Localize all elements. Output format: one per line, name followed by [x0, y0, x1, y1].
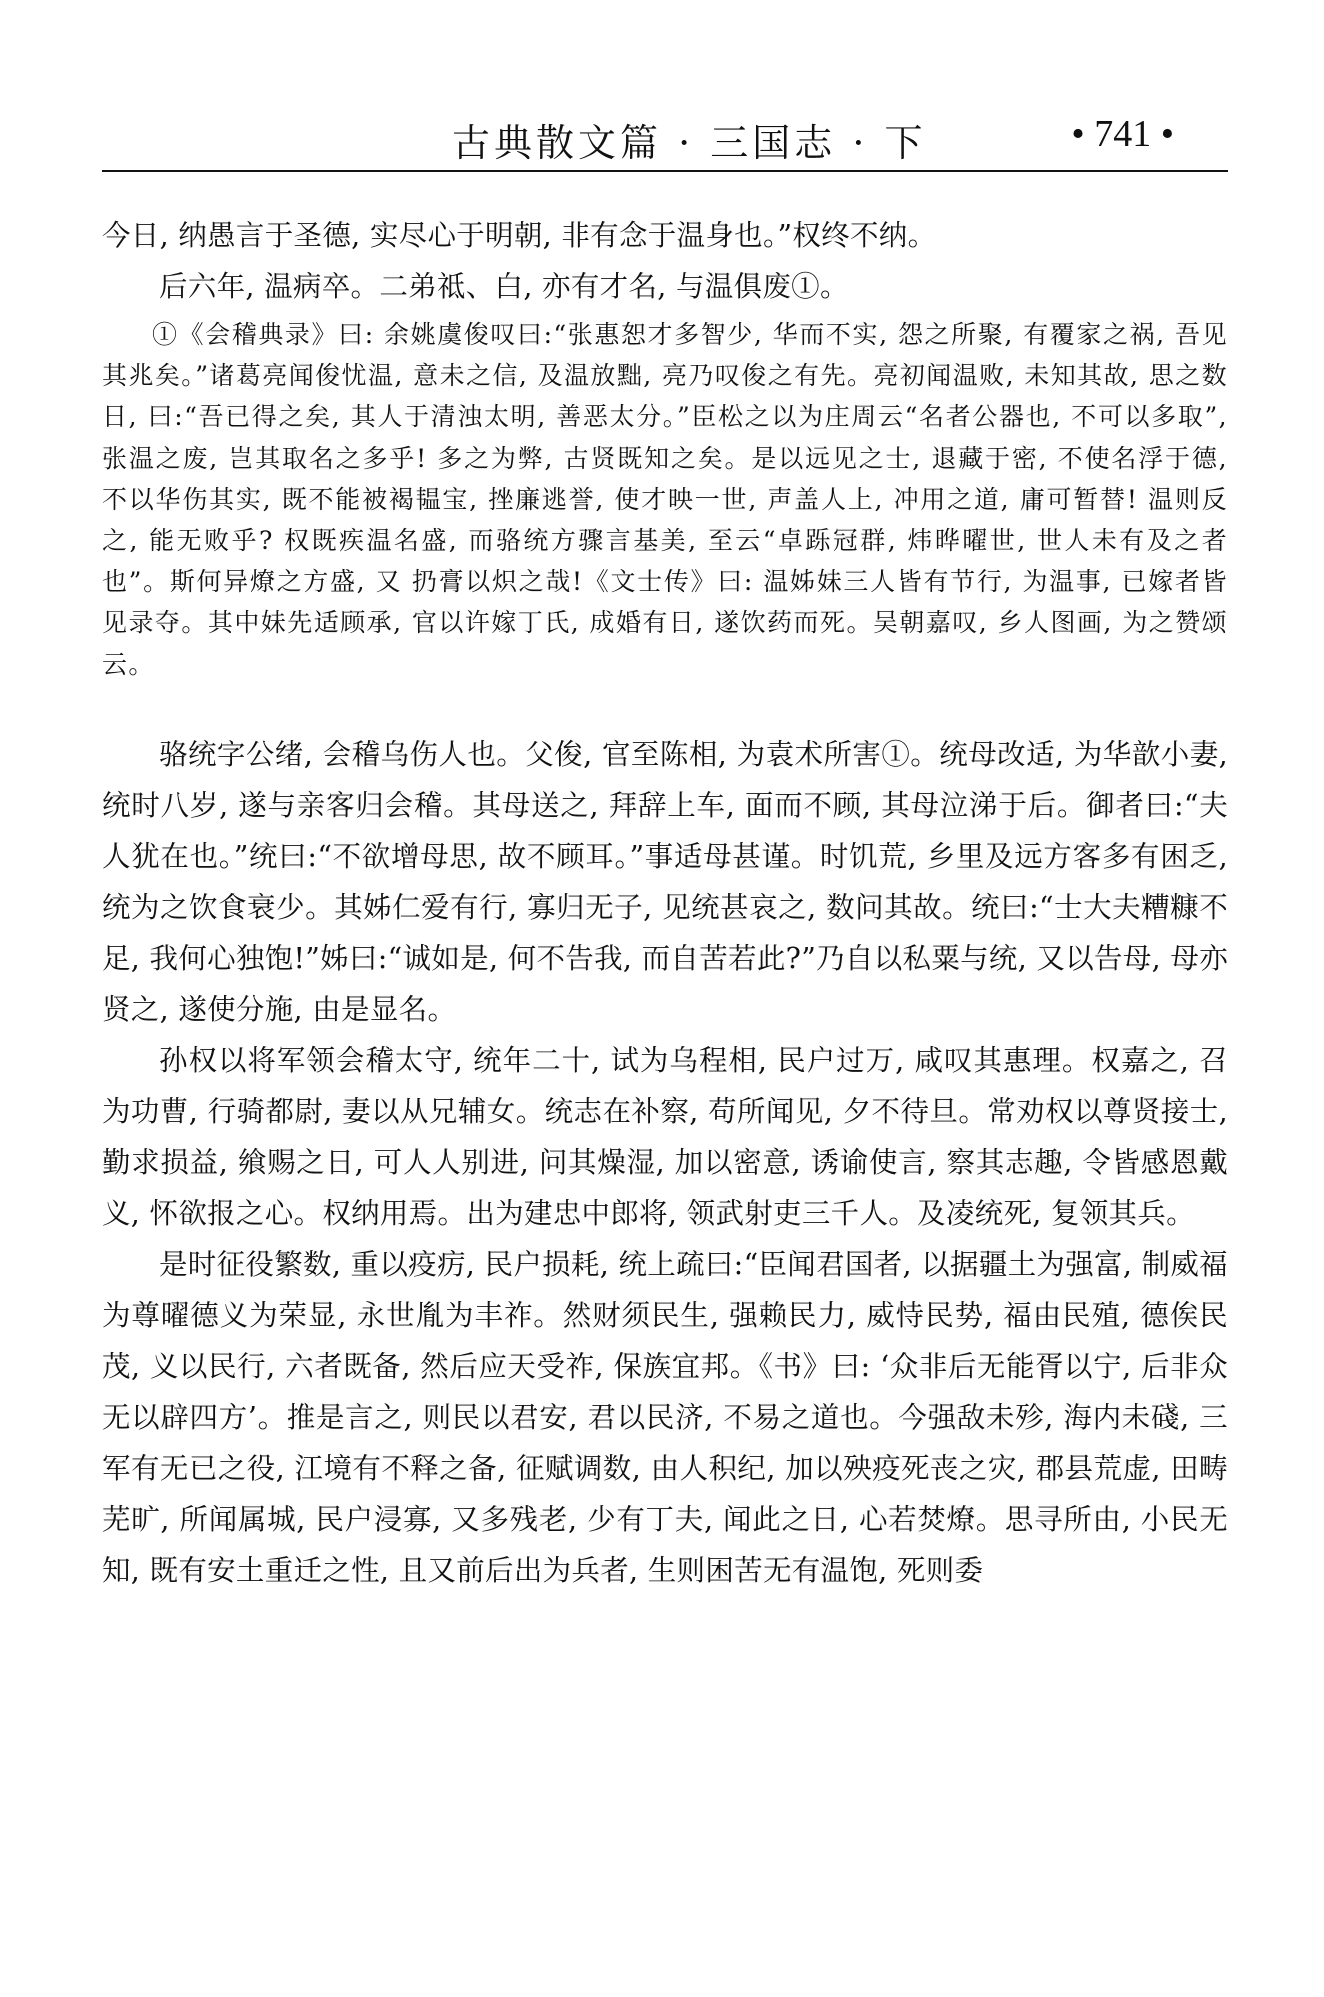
body-paragraph: 孙权以将军领会稽太守, 统年二十, 试为乌程相, 民户过万, 咸叹其惠理。权嘉之, 召为功曹, 行骑都尉, 妻以从兄辅女。统志在补察, 苟所闻见, 夕不待旦。常劝权以尊贤接士, 勤求损益, 飨赐之日, 可人人别进, 问其燥湿, 加以密意, 诱谕使言, 察其志趣, 令皆感恩戴义, 怀欲报之心。权纳用焉。出为建忠中郎将, 领武射吏三千人。及凌统死, 复领其兵。	[102, 1043, 1228, 1230]
page-header	[102, 100, 1228, 172]
running-title: 古典散文篇 · 三国志 · 下	[452, 121, 927, 165]
page-body	[102, 210, 1228, 1596]
body-paragraph: 今日, 纳愚言于圣德, 实尽心于明朝, 非有念于温身也。”权终不纳。	[102, 219, 937, 252]
page-number: • 741 •	[1071, 113, 1174, 155]
footnote: ①《会稽典录》曰: 余姚虞俊叹曰:“张惠恕才多智少, 华而不实, 怨之所聚, 有覆家之祸, 吾见其兆矣。”诸葛亮闻俊忧温, 意未之信, 及温放黜, 亮乃叹俊之有先。亮初闻温败, 未知其故, 思之数日, 曰:“吾已得之矣, 其人于清浊太明, 善恶太分。”臣松之以为庄周云“名者公器也, 不可以多取”, 张温之废, 岂其取名之多乎! 多之为弊, 古贤既知之矣。是以远见之士, 退藏于密, 不使名浮于德, 不以华伤其实, 既不能被褐韫宝, 挫廉逃誉, 使才映一世, 声盖人上, 冲用之道, 庸可暂替! 温则反之, 能无败乎? 权既疾温名盛, 而骆统方骤言基美, 至云“卓跞冠群, 炜晔曜世, 世人未有及之者也”。斯何异燎之方盛, 又 扔膏以炽之哉!《文士传》曰: 温姊妹三人皆有节行, 为温事, 已嫁者皆见录夺。其中妹先适顾承, 官以许嫁丁氏, 成婚有日, 遂饮药而死。吴朝嘉叹, 乡人图画, 为之赞颂云。	[102, 320, 1228, 679]
body-paragraph: 骆统字公绪, 会稽乌伤人也。父俊, 官至陈相, 为袁术所害①。统母改适, 为华歆小妻, 统时八岁, 遂与亲客归会稽。其母送之, 拜辞上车, 面而不顾, 其母泣涕于后。御者曰:“夫人犹在也。”统曰:“不欲增母思, 故不顾耳。”事适母甚谨。时饥荒, 乡里及远方客多有困乏, 统为之饮食衰少。其姊仁爱有行, 寡归无子, 见统甚哀之, 数问其故。统曰:“士大夫糟糠不足, 我何心独饱!”姊曰:“诚如是, 何不告我, 而自苦若此?”乃自以私粟与统, 又以告母, 母亦贤之, 遂使分施, 由是显名。	[102, 737, 1228, 1026]
header-rule	[102, 170, 1228, 172]
body-paragraph: 是时征役繁数, 重以疫疠, 民户损耗, 统上疏曰:“臣闻君国者, 以据疆土为强富, 制威福为尊曜德义为荣显, 永世胤为丰祚。然财须民生, 强赖民力, 威恃民势, 福由民殖, 德俟民茂, 义以民行, 六者既备, 然后应天受祚, 保族宜邦。《书》曰: ‘众非后无能胥以宁, 后非众无以辟四方’。推是言之, 则民以君安, 君以民济, 不易之道也。今强敌未殄, 海内未碊, 三军有无已之役, 江境有不释之备, 征赋调数, 由人积纪, 加以殃疫死丧之灾, 郡县荒虚, 田畴芜旷, 所闻属城, 民户浸寡, 又多残老, 少有丁夫, 闻此之日, 心若焚燎。思寻所由, 小民无知, 既有安土重迁之性, 且又前后出为兵者, 生则困苦无有温饱, 死则委	[102, 1247, 1228, 1587]
section-gap	[102, 685, 1228, 729]
body-paragraph: 后六年, 温病卒。二弟祗、白, 亦有才名, 与温俱废①。	[159, 270, 849, 303]
